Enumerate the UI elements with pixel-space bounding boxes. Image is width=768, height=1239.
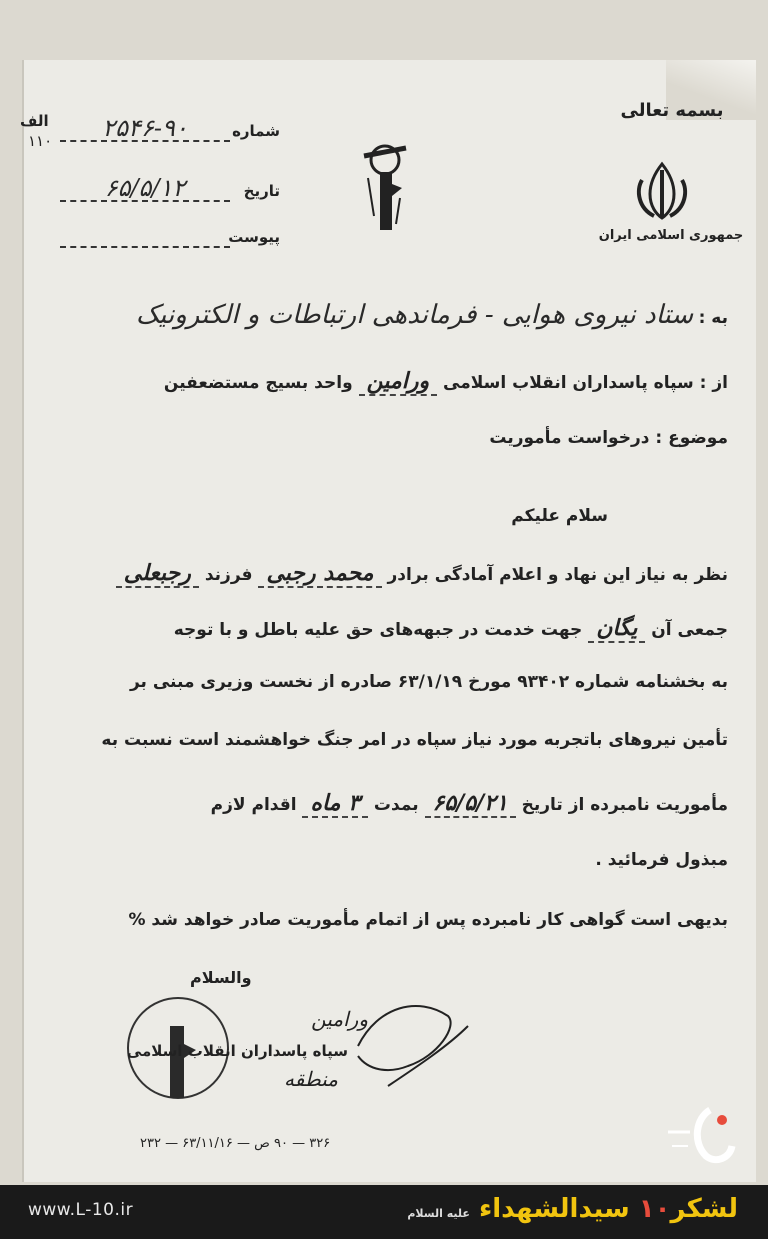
- body-line-1: [116, 560, 728, 586]
- body-line-6: مبذول فرمائید .: [595, 850, 728, 870]
- mission-start-date: ۶۵/۵/۲۱: [425, 790, 516, 818]
- attachment-dotted-line: [60, 246, 230, 248]
- greeting: سلام علیکم: [511, 506, 608, 526]
- mission-duration: ۳ ماه: [302, 790, 368, 818]
- number-alef: الف: [20, 112, 49, 130]
- volunteer-name: محمد رجبی: [258, 560, 381, 588]
- stamp-signature: [118, 986, 478, 1136]
- date-label: تاریخ: [243, 182, 280, 200]
- stamp-text: سپاه پاسداران انقلاب اسلامی: [126, 1042, 348, 1060]
- number-suffix: ۱۱۰: [28, 132, 53, 150]
- from-line: [164, 368, 728, 394]
- body-line-4: تأمین نیروهای باتجربه مورد نیاز سپاه در امر جنگ خواهشمند است نسبت به: [101, 730, 728, 750]
- body-line-5: [211, 790, 728, 816]
- body-line-1-pre: نظر به نیاز این نهاد و اعلام آمادگی برادر: [387, 565, 728, 585]
- basmala: بسمه تعالی: [620, 100, 724, 121]
- unit-hand: یگان: [588, 615, 645, 643]
- from-value-post: واحد بسیج مستضعفین: [163, 373, 353, 393]
- from-value-pre: سپاه پاسداران انقلاب اسلامی: [443, 373, 694, 393]
- watermark-logo: [660, 1102, 738, 1168]
- subject-value: درخواست مأموریت: [489, 428, 650, 448]
- body-line-5-pre: مأموریت نامبرده از تاریخ: [521, 795, 728, 815]
- to-label: به :: [698, 308, 728, 328]
- letter-date-value: ۶۵/۵/۱۲: [104, 174, 186, 202]
- brand-name: [407, 1194, 738, 1224]
- signature-city: ورامین: [311, 1007, 368, 1031]
- brand-pre: لشکر: [670, 1194, 738, 1224]
- brand-honorific: علیه السلام: [407, 1207, 470, 1220]
- body-line-2-pre: جمعی آن: [651, 620, 728, 640]
- number-label: شماره: [232, 122, 280, 140]
- body-line-5-post: اقدام لازم: [210, 795, 297, 815]
- form-code: ۳۲۶ — ۹۰ ص — ۶۳/۱۱/۱۶ — ۲۳۲: [140, 1136, 331, 1151]
- signature-region: منطقه: [284, 1067, 338, 1091]
- signature-stroke: [358, 1006, 451, 1070]
- body-line-5-mid: بمدت: [373, 795, 419, 815]
- country-caption: جمهوری اسلامی ایران: [598, 228, 744, 243]
- brand-number: ۱۰: [638, 1194, 671, 1224]
- subject-label: موضوع :: [655, 428, 728, 448]
- letter-attachment-row: [20, 224, 280, 254]
- number-dotted-line: [60, 140, 230, 142]
- to-value: ستاد نیروی هوایی - فرماندهی ارتباطات و الکترونیک: [135, 300, 694, 330]
- branding-bar: [0, 1185, 768, 1239]
- body-line-3: به بخشنامه شماره ۹۳۴۰۲ مورخ ۶۳/۱/۱۹ صادره از نخست وزیری مبنی بر: [129, 672, 728, 692]
- to-line: [136, 300, 728, 330]
- body-line-2-post: جهت خدمت در جبهه‌های حق علیه باطل و با توجه: [173, 620, 583, 640]
- subject-line: [489, 428, 728, 448]
- father-name: رجبعلی: [116, 560, 199, 588]
- closing: والسلام: [190, 968, 252, 987]
- letter-number-row: [20, 112, 280, 150]
- letter-date-row: [20, 174, 280, 208]
- date-dotted-line: [60, 200, 230, 202]
- body-line-7: بدیهی است گواهی کار نامبرده پس از اتمام مأموریت صادر خواهد شد %: [128, 910, 728, 930]
- from-hand-city: ورامین: [359, 368, 438, 396]
- irgc-emblem-icon: [350, 138, 420, 238]
- iran-emblem-icon: [632, 160, 692, 224]
- stamp-emblem-icon: [170, 1026, 196, 1098]
- letter-number-value: ۲۵۴۶-۹۰: [102, 114, 188, 142]
- brand-post: سیدالشهداء: [478, 1194, 639, 1224]
- attachment-label: پیوست: [228, 228, 280, 246]
- body-line-2: [174, 615, 728, 641]
- body-line-1-mid: فرزند: [204, 565, 253, 585]
- website-link[interactable]: www.L-10.ir: [28, 1200, 134, 1220]
- from-label: از :: [699, 373, 728, 393]
